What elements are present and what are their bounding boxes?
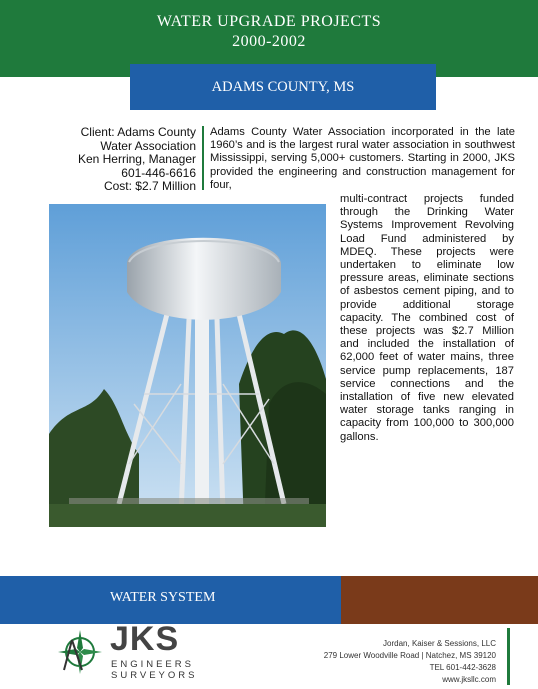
- company-website[interactable]: www.jksllc.com: [442, 675, 496, 684]
- company-name: Jordan, Kaiser & Sessions, LLC: [383, 639, 496, 648]
- page-title: WATER UPGRADE PROJECTS: [156, 13, 382, 30]
- client-line: Client: Adams County: [80, 125, 196, 139]
- water-tower-photo: [49, 204, 326, 527]
- company-address: 279 Lower Woodville Road | Natchez, MS 39120: [323, 651, 496, 660]
- client-divider: [202, 126, 204, 190]
- water-tower-illustration: [49, 204, 326, 527]
- accent-band: [341, 576, 538, 624]
- page-subtitle-years: 2000-2002: [232, 33, 306, 50]
- category-label: WATER SYSTEM: [110, 590, 216, 605]
- company-address-block: [324, 638, 496, 686]
- client-line: 601-446-6616: [121, 165, 196, 180]
- description-intro: Adams County Water Association incorporated in the late 1960’s and is the largest rural water association in southwest Mississippi, serving 5,000+ customers. Starting in 2000, JKS provided the engineering and construction management for four,: [210, 126, 515, 191]
- company-logo-text: JKS: [110, 620, 180, 658]
- company-phone: TEL 601-442-3628: [429, 663, 496, 672]
- company-tagline: [111, 659, 197, 681]
- client-line: Water Association: [100, 138, 196, 153]
- county-banner: ADAMS COUNTY, MS: [130, 64, 436, 110]
- address-divider: [507, 628, 510, 685]
- tagline-engineers: ENGINEERS: [111, 659, 194, 670]
- client-line: Cost: $2.7 Million: [103, 179, 196, 194]
- tagline-surveyors: SURVEYORS: [111, 670, 198, 681]
- client-info: [40, 126, 196, 194]
- description-continued: multi-contract projects funded through the Drinking Water Systems Improvement Revolving Load Fund administered by MDEQ. These projects were undertaken to eliminate low pressure areas, eliminate sections of asbestos cement piping, and to provide additional storage capacity. The combined cost of these projects was $2.7 Million and included the installation of 62,000 feet of water mains, three service pump replacements, 187 service connections and the installation of five new elevated water storage tanks ranging in capacity from 100,000 to 300,000 gallons.: [340, 193, 514, 443]
- client-line: Ken Herring, Manager: [77, 152, 196, 167]
